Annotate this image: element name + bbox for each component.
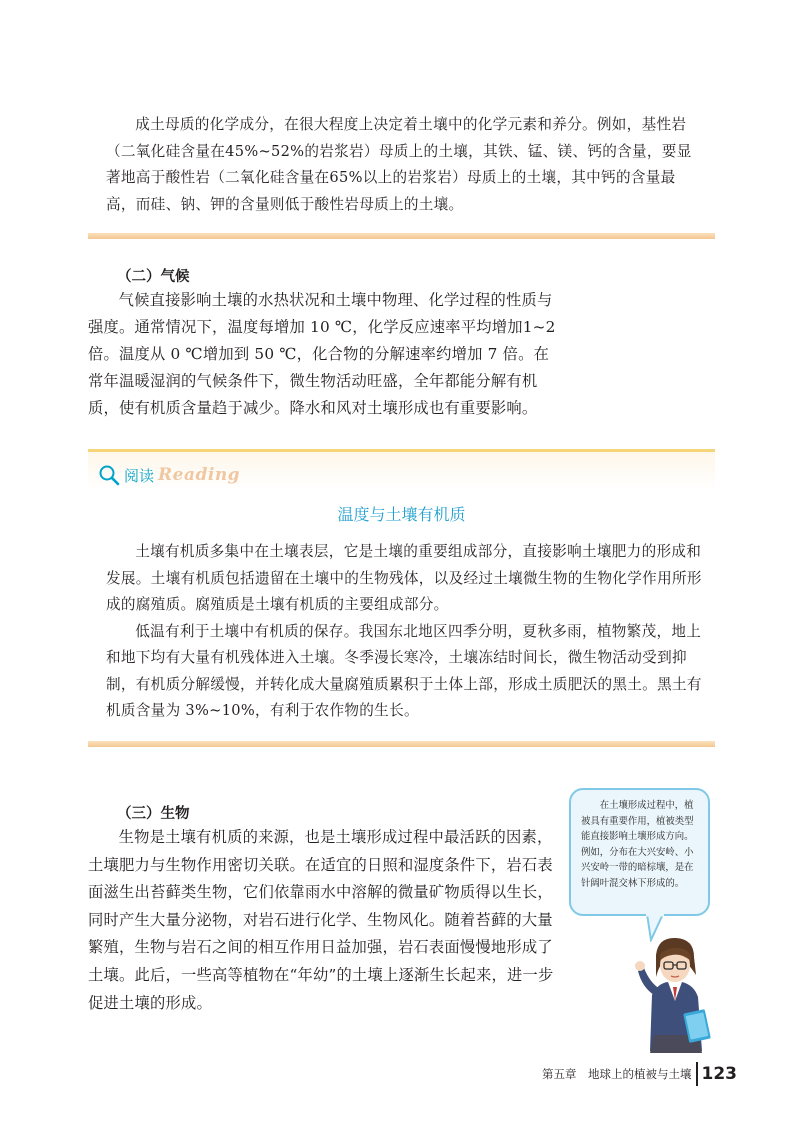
reading-body [106, 539, 702, 725]
reading-box [88, 449, 715, 746]
climate-heading: （二）气候 [117, 269, 190, 285]
reading-title: 温度与土壤有机质 [337, 505, 466, 524]
note-text: 在土壤形成过程中，植被具有重要作用，植被类型能直接影响土壤形成方向。例如，分布在大兴安岭、小兴安岭一带的暗棕壤，是在针阔叶混交林下形成的。 [581, 800, 694, 889]
climate-paragraph [88, 287, 558, 422]
intro-text: 成土母质的化学成分，在很大程度上决定着土壤中的化学元素和养分。例如，基性岩（二氧化硅含量在45%~52%的岩浆岩）母质上的土壤，其铁、锰、镁、钙的含量，要显著地高于酸性岩（二氧化硅含量在65%以上的岩浆岩）母质上的土壤，其中钙的含量最高，而硅、钠、钾的含量则低于酸性岩母质上的土壤。 [106, 116, 692, 213]
biology-text: 生物是土壤有机质的来源，也是土壤形成过程中最活跃的因素，土壤肥力与生物作用密切关联。在适宜的日照和湿度条件下，岩石表面滋生出苔藓类生物，它们依靠雨水中溶解的微量矿物质得以生长，同时产生大量分泌物，对岩石进行化学、生物风化。随着苔藓的大量繁殖，生物与岩石之间的相互作用日益加强，岩石表面慢慢地形成了土壤。此后，一些高等植物在“年幼”的土壤上逐渐生长起来，进一步促进土壤的形成。 [88, 828, 554, 1012]
reading-paragraph-2: 低温有利于土壤中有机质的保存。我国东北地区四季分明，夏秋多雨，植物繁茂，地上和地下均有大量有机残体进入土壤。冬季漫长寒冷，土壤冻结时间长，微生物活动受到抑制，有机质分解缓慢，并转化成大量腐殖质累积于土体上部，形成土质肥沃的黑土。黑土有机质含量为 3%~10%，有利于农作物的生长。 [106, 622, 702, 719]
intro-paragraph [106, 112, 702, 218]
reading-header [98, 461, 240, 489]
footer-separator [696, 1062, 698, 1086]
page-number: 123 [701, 1064, 737, 1084]
note-bubble [569, 788, 710, 916]
student-avatar [628, 935, 720, 1055]
biology-paragraph [88, 824, 558, 1017]
reading-label-en: Reading [158, 465, 241, 485]
reading-label: 阅读 [124, 466, 155, 485]
page-footer [542, 1062, 737, 1086]
magnifier-icon [98, 464, 120, 486]
section-divider [88, 233, 715, 239]
biology-heading: （三）生物 [117, 806, 190, 822]
section-divider [88, 741, 715, 747]
footer-chapter: 第五章 地球上的植被与土壤 [542, 1067, 692, 1081]
reading-paragraph-1: 土壤有机质多集中在土壤表层，它是土壤的重要组成部分，直接影响土壤肥力的形成和发展。土壤有机质包括遗留在土壤中的生物残体，以及经过土壤微生物的生物化学作用所形成的腐殖质。腐殖质是土壤有机质的主要组成部分。 [106, 543, 702, 613]
climate-text: 气候直接影响土壤的水热状况和土壤中物理、化学过程的性质与强度。通常情况下，温度每增加 10 ℃，化学反应速率平均增加1~2 倍。温度从 0 ℃增加到 50 ℃，化合物的分解速率约增加 7 倍。在常年温暖湿润的气候条件下，微生物活动旺盛，全年都能分解有机质，使有机质含量趋于减少。降水和风对土壤形成也有重要影响。 [88, 291, 556, 417]
